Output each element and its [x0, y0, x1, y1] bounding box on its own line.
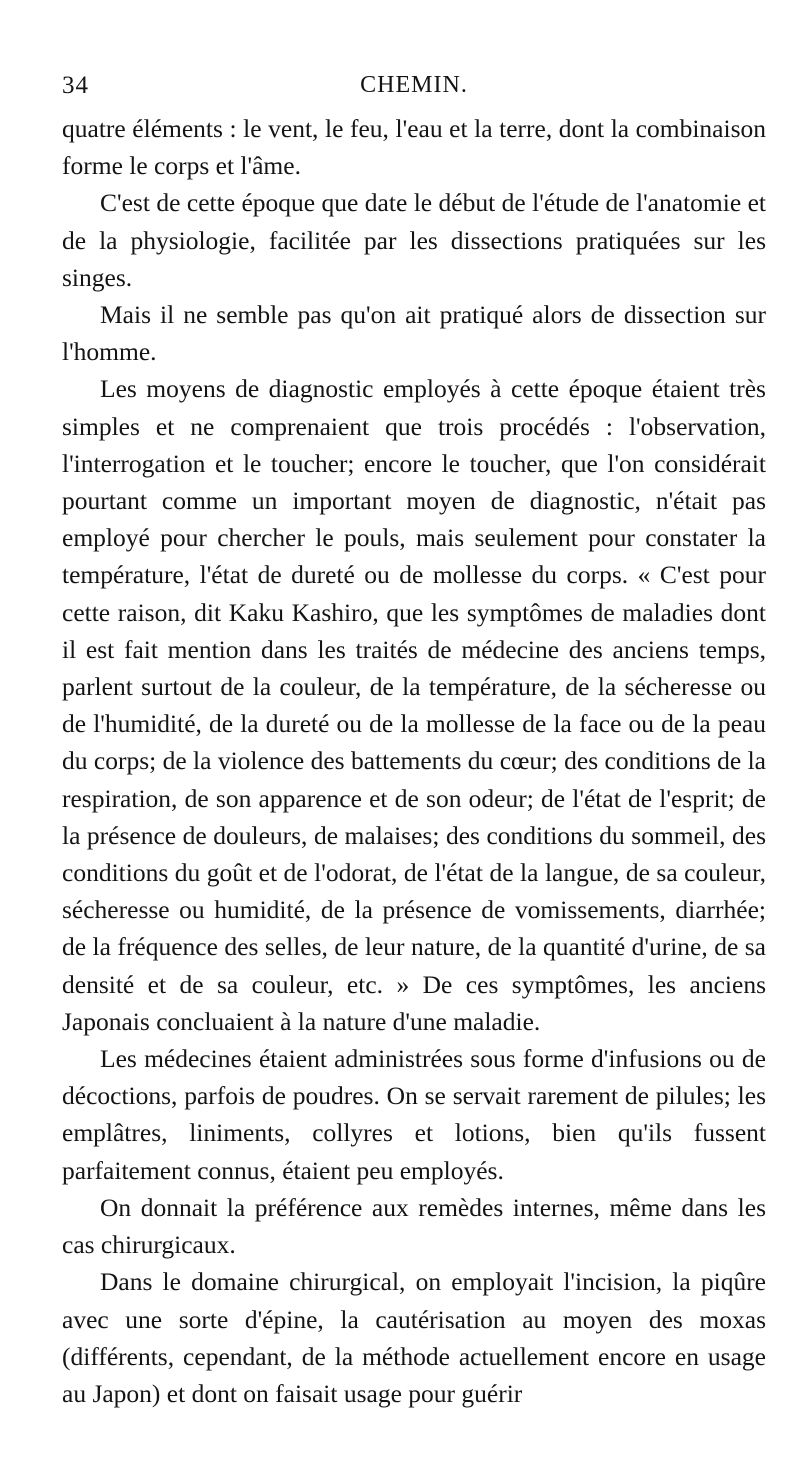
page-header	[62, 72, 766, 106]
body-text	[62, 110, 766, 1412]
paragraph: Mais il ne semble pas qu'on ait pratiqué alors de dissection sur l'homme.	[62, 300, 766, 367]
paragraph: Les moyens de diagnostic employés à cette époque étaient très simples et ne comprenaient que trois procédés : l'observation, l'interrogation et le toucher; encore le toucher, que l'on considérait pourtant comme un important moyen de diagnostic, n'était pas employé pour chercher le pouls, mais seulement pour constater la température, l'état de dureté ou de mollesse du corps. « C'est pour cette raison, dit Kaku Kashiro, que les symptômes de maladies dont il est fait mention dans les traités de médecine des anciens temps, parlent surtout de la couleur, de la température, de la sécheresse ou de l'humidité, de la dureté ou de la mollesse de la face ou de la peau du corps; de la violence des battements du cœur; des conditions de la respiration, de son apparence et de son odeur; de l'état de l'esprit; de la présence de douleurs, de malaises; des conditions du sommeil, des conditions du goût et de l'odorat, de l'état de la langue, de sa couleur, sécheresse ou humidité, de la présence de vomissements, diarrhée; de la fréquence des selles, de leur nature, de la quantité d'urine, de sa densité et de sa couleur, etc. » De ces symptômes, les anciens Japonais concluaient à la nature d'une maladie.	[62, 374, 766, 1036]
paragraph: Dans le domaine chirurgical, on employait l'incision, la piqûre avec une sorte d'épine, la cautérisation au moyen des moxas (différents, cependant, de la méthode actuellement encore en usage au Japon) et dont on faisait usage pour guérir	[62, 1267, 766, 1408]
paragraph: Les médecines étaient administrées sous forme d'infusions ou de décoctions, parfois de poudres. On se servait rarement de pilules; les emplâtres, liniments, collyres et lotions, bien qu'ils fussent parfaitement connus, étaient peu employés.	[62, 1044, 766, 1185]
running-title: CHEMIN.	[360, 72, 468, 98]
page-number: 34	[62, 72, 89, 99]
paragraph: C'est de cette époque que date le début de l'étude de l'anatomie et de la physiologie, facilitée par les dissections pratiquées sur les singes.	[62, 188, 766, 292]
paragraph: quatre éléments : le vent, le feu, l'eau et la terre, dont la combinaison forme le corps et l'âme.	[62, 114, 766, 181]
paragraph: On donnait la préférence aux remèdes internes, même dans les cas chirurgicaux.	[62, 1192, 766, 1260]
